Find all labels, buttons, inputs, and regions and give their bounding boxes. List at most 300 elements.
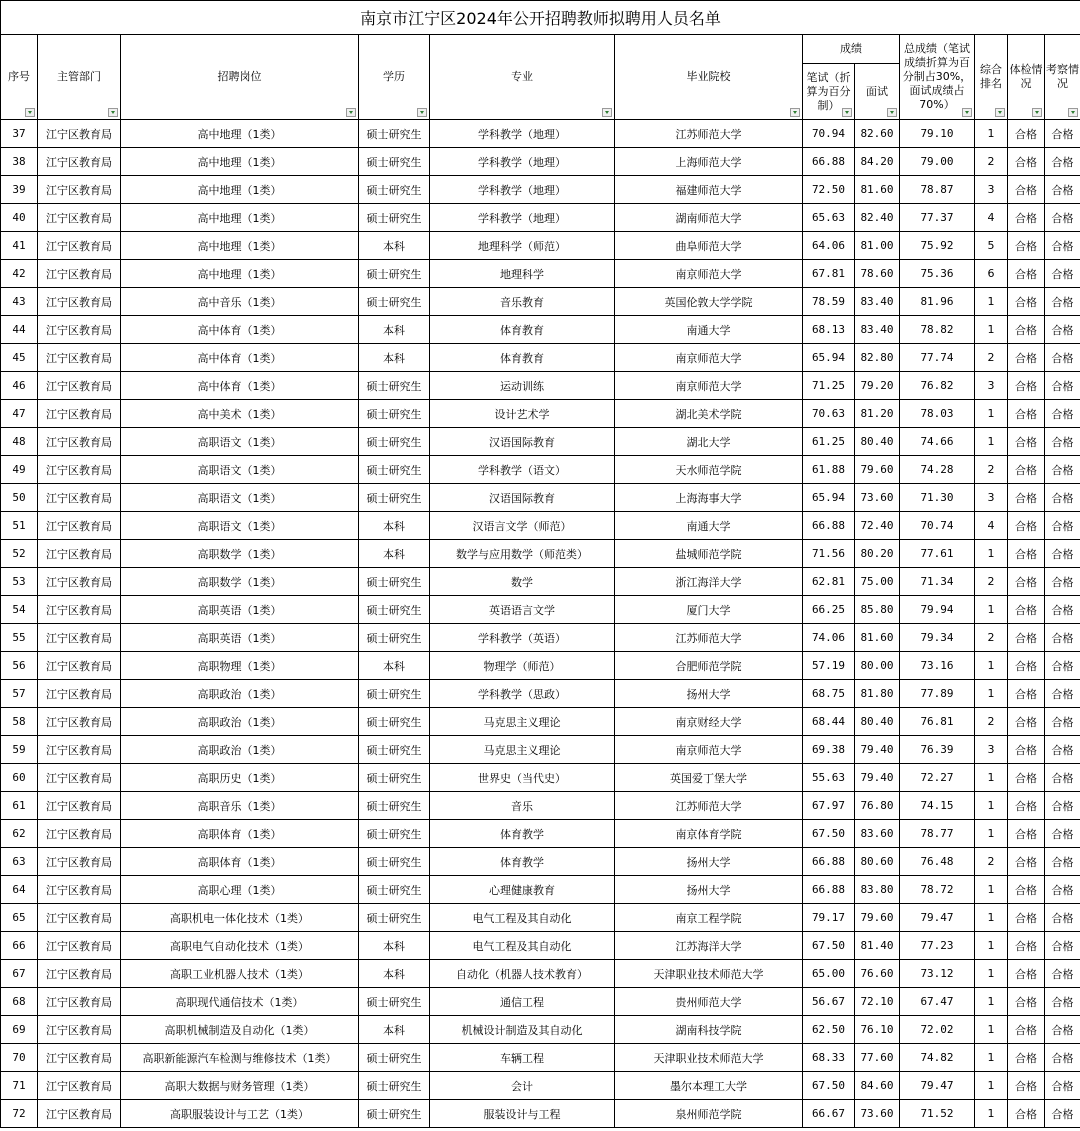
cell-total-score: 78.87 <box>900 176 975 204</box>
header-seq: 序号 <box>1 35 38 120</box>
cell-total-score: 74.82 <box>900 1044 975 1072</box>
cell-physical: 合格 <box>1008 904 1045 932</box>
cell-major: 设计艺术学 <box>430 400 615 428</box>
cell-position: 高中美术（1类） <box>121 400 359 428</box>
cell-interview-score: 72.40 <box>855 512 900 540</box>
cell-total-score: 76.82 <box>900 372 975 400</box>
cell-physical: 合格 <box>1008 1044 1045 1072</box>
cell-interview-score: 81.00 <box>855 232 900 260</box>
cell-total-score: 78.77 <box>900 820 975 848</box>
cell-seq: 59 <box>1 736 38 764</box>
cell-major: 英语语言文学 <box>430 596 615 624</box>
cell-position: 高中地理（1类） <box>121 204 359 232</box>
cell-total-score: 77.37 <box>900 204 975 232</box>
cell-position: 高职语文（1类） <box>121 456 359 484</box>
cell-rank: 3 <box>975 372 1008 400</box>
cell-interview-score: 79.40 <box>855 764 900 792</box>
cell-department: 江宁区教育局 <box>38 1100 121 1128</box>
cell-major: 通信工程 <box>430 988 615 1016</box>
cell-education: 硕士研究生 <box>359 428 430 456</box>
cell-interview-score: 80.60 <box>855 848 900 876</box>
cell-total-score: 79.34 <box>900 624 975 652</box>
cell-department: 江宁区教育局 <box>38 932 121 960</box>
cell-written-score: 67.50 <box>803 1072 855 1100</box>
cell-written-score: 72.50 <box>803 176 855 204</box>
cell-total-score: 77.61 <box>900 540 975 568</box>
cell-total-score: 77.74 <box>900 344 975 372</box>
cell-school: 天津职业技术师范大学 <box>615 960 803 988</box>
cell-interview-score: 83.80 <box>855 876 900 904</box>
cell-department: 江宁区教育局 <box>38 540 121 568</box>
cell-education: 硕士研究生 <box>359 456 430 484</box>
cell-education: 硕士研究生 <box>359 176 430 204</box>
cell-school: 南京师范大学 <box>615 344 803 372</box>
cell-major: 车辆工程 <box>430 1044 615 1072</box>
cell-inspection: 合格 <box>1045 708 1080 736</box>
cell-total-score: 81.96 <box>900 288 975 316</box>
cell-interview-score: 72.10 <box>855 988 900 1016</box>
cell-seq: 54 <box>1 596 38 624</box>
cell-seq: 42 <box>1 260 38 288</box>
cell-rank: 2 <box>975 148 1008 176</box>
cell-seq: 40 <box>1 204 38 232</box>
cell-school: 湖北大学 <box>615 428 803 456</box>
cell-education: 硕士研究生 <box>359 680 430 708</box>
table-row <box>1 736 1080 764</box>
filter-dropdown-icon[interactable] <box>108 108 118 117</box>
table-row <box>1 652 1080 680</box>
cell-school: 英国伦敦大学学院 <box>615 288 803 316</box>
cell-rank: 1 <box>975 120 1008 148</box>
cell-physical: 合格 <box>1008 540 1045 568</box>
cell-written-score: 66.25 <box>803 596 855 624</box>
cell-position: 高职语文（1类） <box>121 484 359 512</box>
cell-department: 江宁区教育局 <box>38 736 121 764</box>
cell-position: 高职物理（1类） <box>121 652 359 680</box>
cell-physical: 合格 <box>1008 1100 1045 1128</box>
cell-physical: 合格 <box>1008 260 1045 288</box>
cell-major: 马克思主义理论 <box>430 736 615 764</box>
cell-written-score: 64.06 <box>803 232 855 260</box>
cell-interview-score: 73.60 <box>855 484 900 512</box>
cell-rank: 1 <box>975 876 1008 904</box>
cell-seq: 68 <box>1 988 38 1016</box>
cell-school: 江苏海洋大学 <box>615 932 803 960</box>
cell-department: 江宁区教育局 <box>38 176 121 204</box>
cell-interview-score: 76.60 <box>855 960 900 988</box>
cell-rank: 1 <box>975 820 1008 848</box>
cell-inspection: 合格 <box>1045 260 1080 288</box>
cell-interview-score: 80.00 <box>855 652 900 680</box>
cell-physical: 合格 <box>1008 624 1045 652</box>
cell-inspection: 合格 <box>1045 680 1080 708</box>
cell-total-score: 79.10 <box>900 120 975 148</box>
cell-physical: 合格 <box>1008 876 1045 904</box>
filter-dropdown-icon[interactable] <box>25 108 35 117</box>
cell-written-score: 68.33 <box>803 1044 855 1072</box>
cell-total-score: 77.23 <box>900 932 975 960</box>
cell-position: 高中地理（1类） <box>121 148 359 176</box>
cell-inspection: 合格 <box>1045 288 1080 316</box>
cell-major: 学科教学（地理） <box>430 176 615 204</box>
cell-department: 江宁区教育局 <box>38 204 121 232</box>
cell-rank: 3 <box>975 736 1008 764</box>
cell-physical: 合格 <box>1008 288 1045 316</box>
cell-rank: 1 <box>975 904 1008 932</box>
cell-interview-score: 76.80 <box>855 792 900 820</box>
cell-interview-score: 79.60 <box>855 904 900 932</box>
cell-rank: 1 <box>975 428 1008 456</box>
cell-interview-score: 85.80 <box>855 596 900 624</box>
cell-interview-score: 81.80 <box>855 680 900 708</box>
cell-inspection: 合格 <box>1045 372 1080 400</box>
cell-physical: 合格 <box>1008 736 1045 764</box>
cell-seq: 46 <box>1 372 38 400</box>
cell-rank: 4 <box>975 204 1008 232</box>
filter-dropdown-icon[interactable] <box>417 108 427 117</box>
table-row <box>1 568 1080 596</box>
cell-physical: 合格 <box>1008 204 1045 232</box>
table-row <box>1 232 1080 260</box>
cell-written-score: 65.00 <box>803 960 855 988</box>
cell-interview-score: 83.40 <box>855 288 900 316</box>
cell-education: 硕士研究生 <box>359 708 430 736</box>
cell-rank: 1 <box>975 932 1008 960</box>
cell-position: 高中体育（1类） <box>121 344 359 372</box>
table-row <box>1 1072 1080 1100</box>
cell-department: 江宁区教育局 <box>38 148 121 176</box>
cell-school: 合肥师范学院 <box>615 652 803 680</box>
cell-rank: 2 <box>975 344 1008 372</box>
cell-total-score: 74.66 <box>900 428 975 456</box>
table-row <box>1 428 1080 456</box>
cell-education: 硕士研究生 <box>359 876 430 904</box>
table-row <box>1 400 1080 428</box>
cell-education: 硕士研究生 <box>359 624 430 652</box>
cell-interview-score: 80.40 <box>855 428 900 456</box>
header-total: 总成绩（笔试成绩折算为百分制占30%，面试成绩占70%） <box>900 35 975 120</box>
cell-position: 高职机电一体化技术（1类） <box>121 904 359 932</box>
table-row <box>1 1016 1080 1044</box>
cell-major: 心理健康教育 <box>430 876 615 904</box>
cell-interview-score: 81.60 <box>855 176 900 204</box>
table-row <box>1 288 1080 316</box>
cell-rank: 2 <box>975 568 1008 596</box>
cell-interview-score: 80.20 <box>855 540 900 568</box>
cell-rank: 5 <box>975 232 1008 260</box>
cell-written-score: 62.81 <box>803 568 855 596</box>
cell-seq: 62 <box>1 820 38 848</box>
filter-dropdown-icon[interactable] <box>962 108 972 117</box>
cell-rank: 1 <box>975 1016 1008 1044</box>
cell-major: 电气工程及其自动化 <box>430 932 615 960</box>
cell-department: 江宁区教育局 <box>38 512 121 540</box>
cell-major: 音乐教育 <box>430 288 615 316</box>
cell-total-score: 76.39 <box>900 736 975 764</box>
cell-written-score: 66.88 <box>803 512 855 540</box>
cell-rank: 3 <box>975 176 1008 204</box>
cell-written-score: 56.67 <box>803 988 855 1016</box>
cell-written-score: 67.97 <box>803 792 855 820</box>
cell-inspection: 合格 <box>1045 1044 1080 1072</box>
table-row <box>1 596 1080 624</box>
table-row <box>1 904 1080 932</box>
cell-department: 江宁区教育局 <box>38 456 121 484</box>
cell-position: 高职现代通信技术（1类） <box>121 988 359 1016</box>
filter-dropdown-icon[interactable] <box>1068 108 1078 117</box>
cell-rank: 1 <box>975 400 1008 428</box>
cell-physical: 合格 <box>1008 960 1045 988</box>
cell-education: 硕士研究生 <box>359 848 430 876</box>
cell-education: 本科 <box>359 1016 430 1044</box>
cell-total-score: 67.47 <box>900 988 975 1016</box>
cell-seq: 57 <box>1 680 38 708</box>
filter-dropdown-icon[interactable] <box>995 108 1005 117</box>
cell-interview-score: 77.60 <box>855 1044 900 1072</box>
cell-school: 盐城师范学院 <box>615 540 803 568</box>
table-row <box>1 848 1080 876</box>
cell-major: 服装设计与工程 <box>430 1100 615 1128</box>
table-row <box>1 960 1080 988</box>
cell-seq: 51 <box>1 512 38 540</box>
cell-written-score: 79.17 <box>803 904 855 932</box>
cell-written-score: 67.81 <box>803 260 855 288</box>
cell-total-score: 79.47 <box>900 904 975 932</box>
cell-position: 高中地理（1类） <box>121 260 359 288</box>
cell-department: 江宁区教育局 <box>38 596 121 624</box>
cell-education: 本科 <box>359 512 430 540</box>
cell-school: 江苏师范大学 <box>615 120 803 148</box>
cell-department: 江宁区教育局 <box>38 484 121 512</box>
cell-written-score: 70.94 <box>803 120 855 148</box>
cell-total-score: 73.16 <box>900 652 975 680</box>
cell-total-score: 76.48 <box>900 848 975 876</box>
cell-department: 江宁区教育局 <box>38 372 121 400</box>
cell-total-score: 79.47 <box>900 1072 975 1100</box>
cell-written-score: 78.59 <box>803 288 855 316</box>
cell-interview-score: 82.40 <box>855 204 900 232</box>
cell-written-score: 69.38 <box>803 736 855 764</box>
header-department: 主管部门 <box>38 35 121 120</box>
cell-physical: 合格 <box>1008 988 1045 1016</box>
cell-education: 硕士研究生 <box>359 120 430 148</box>
table-row <box>1 512 1080 540</box>
table-row <box>1 176 1080 204</box>
cell-education: 硕士研究生 <box>359 736 430 764</box>
cell-department: 江宁区教育局 <box>38 232 121 260</box>
cell-physical: 合格 <box>1008 1016 1045 1044</box>
filter-dropdown-icon[interactable] <box>790 108 800 117</box>
cell-department: 江宁区教育局 <box>38 400 121 428</box>
cell-inspection: 合格 <box>1045 204 1080 232</box>
cell-education: 本科 <box>359 652 430 680</box>
cell-major: 学科教学（地理） <box>430 120 615 148</box>
cell-total-score: 78.72 <box>900 876 975 904</box>
cell-seq: 50 <box>1 484 38 512</box>
cell-school: 湖南师范大学 <box>615 204 803 232</box>
cell-interview-score: 83.40 <box>855 316 900 344</box>
cell-inspection: 合格 <box>1045 512 1080 540</box>
cell-interview-score: 82.60 <box>855 120 900 148</box>
cell-department: 江宁区教育局 <box>38 624 121 652</box>
cell-position: 高职英语（1类） <box>121 596 359 624</box>
cell-interview-score: 81.60 <box>855 624 900 652</box>
cell-major: 学科教学（思政） <box>430 680 615 708</box>
cell-total-score: 71.30 <box>900 484 975 512</box>
cell-department: 江宁区教育局 <box>38 316 121 344</box>
cell-rank: 1 <box>975 596 1008 624</box>
cell-major: 汉语言文学（师范） <box>430 512 615 540</box>
table-body <box>1 120 1080 1128</box>
cell-seq: 37 <box>1 120 38 148</box>
cell-seq: 66 <box>1 932 38 960</box>
cell-interview-score: 82.80 <box>855 344 900 372</box>
cell-written-score: 62.50 <box>803 1016 855 1044</box>
cell-total-score: 70.74 <box>900 512 975 540</box>
cell-department: 江宁区教育局 <box>38 652 121 680</box>
cell-education: 硕士研究生 <box>359 372 430 400</box>
cell-position: 高职工业机器人技术（1类） <box>121 960 359 988</box>
cell-major: 学科教学（语文） <box>430 456 615 484</box>
table-row <box>1 764 1080 792</box>
cell-rank: 1 <box>975 960 1008 988</box>
cell-seq: 53 <box>1 568 38 596</box>
filter-dropdown-icon[interactable] <box>887 108 897 117</box>
cell-physical: 合格 <box>1008 512 1045 540</box>
cell-seq: 72 <box>1 1100 38 1128</box>
cell-written-score: 61.88 <box>803 456 855 484</box>
cell-education: 硕士研究生 <box>359 988 430 1016</box>
header-major: 专业 <box>430 35 615 120</box>
cell-total-score: 77.89 <box>900 680 975 708</box>
cell-interview-score: 75.00 <box>855 568 900 596</box>
cell-total-score: 79.94 <box>900 596 975 624</box>
cell-major: 体育教学 <box>430 820 615 848</box>
cell-total-score: 76.81 <box>900 708 975 736</box>
cell-seq: 55 <box>1 624 38 652</box>
cell-written-score: 61.25 <box>803 428 855 456</box>
cell-department: 江宁区教育局 <box>38 1044 121 1072</box>
cell-major: 数学与应用数学（师范类） <box>430 540 615 568</box>
cell-education: 硕士研究生 <box>359 148 430 176</box>
cell-position: 高中体育（1类） <box>121 316 359 344</box>
cell-seq: 47 <box>1 400 38 428</box>
table-row <box>1 120 1080 148</box>
cell-total-score: 72.27 <box>900 764 975 792</box>
cell-physical: 合格 <box>1008 148 1045 176</box>
cell-inspection: 合格 <box>1045 904 1080 932</box>
header-education: 学历 <box>359 35 430 120</box>
table-row <box>1 624 1080 652</box>
cell-school: 浙江海洋大学 <box>615 568 803 596</box>
cell-written-score: 68.13 <box>803 316 855 344</box>
cell-department: 江宁区教育局 <box>38 120 121 148</box>
header-score-group: 成绩 <box>803 35 900 64</box>
cell-inspection: 合格 <box>1045 148 1080 176</box>
cell-education: 硕士研究生 <box>359 484 430 512</box>
cell-inspection: 合格 <box>1045 316 1080 344</box>
cell-seq: 64 <box>1 876 38 904</box>
cell-total-score: 74.15 <box>900 792 975 820</box>
cell-physical: 合格 <box>1008 568 1045 596</box>
cell-written-score: 65.63 <box>803 204 855 232</box>
cell-major: 自动化（机器人技术教育） <box>430 960 615 988</box>
cell-total-score: 71.52 <box>900 1100 975 1128</box>
filter-dropdown-icon[interactable] <box>1032 108 1042 117</box>
cell-inspection: 合格 <box>1045 344 1080 372</box>
cell-position: 高职机械制造及自动化（1类） <box>121 1016 359 1044</box>
cell-total-score: 74.28 <box>900 456 975 484</box>
filter-dropdown-icon[interactable] <box>842 108 852 117</box>
cell-total-score: 75.92 <box>900 232 975 260</box>
cell-rank: 1 <box>975 1044 1008 1072</box>
cell-department: 江宁区教育局 <box>38 1072 121 1100</box>
cell-position: 高职政治（1类） <box>121 680 359 708</box>
cell-position: 高职音乐（1类） <box>121 792 359 820</box>
cell-interview-score: 81.40 <box>855 932 900 960</box>
cell-inspection: 合格 <box>1045 400 1080 428</box>
cell-physical: 合格 <box>1008 932 1045 960</box>
cell-position: 高职数学（1类） <box>121 568 359 596</box>
cell-education: 硕士研究生 <box>359 1072 430 1100</box>
cell-rank: 1 <box>975 764 1008 792</box>
cell-position: 高职体育（1类） <box>121 820 359 848</box>
cell-seq: 48 <box>1 428 38 456</box>
cell-school: 上海师范大学 <box>615 148 803 176</box>
cell-school: 南京工程学院 <box>615 904 803 932</box>
cell-physical: 合格 <box>1008 484 1045 512</box>
table-row <box>1 148 1080 176</box>
cell-education: 本科 <box>359 316 430 344</box>
cell-physical: 合格 <box>1008 792 1045 820</box>
table-row <box>1 372 1080 400</box>
filter-dropdown-icon[interactable] <box>346 108 356 117</box>
table-row <box>1 1100 1080 1128</box>
cell-school: 扬州大学 <box>615 876 803 904</box>
cell-school: 墨尔本理工大学 <box>615 1072 803 1100</box>
cell-major: 学科教学（地理） <box>430 148 615 176</box>
cell-department: 江宁区教育局 <box>38 792 121 820</box>
cell-written-score: 65.94 <box>803 484 855 512</box>
cell-written-score: 66.88 <box>803 148 855 176</box>
cell-seq: 63 <box>1 848 38 876</box>
cell-inspection: 合格 <box>1045 120 1080 148</box>
cell-written-score: 67.50 <box>803 932 855 960</box>
cell-rank: 1 <box>975 1100 1008 1128</box>
cell-rank: 1 <box>975 652 1008 680</box>
cell-department: 江宁区教育局 <box>38 988 121 1016</box>
cell-inspection: 合格 <box>1045 1072 1080 1100</box>
cell-seq: 65 <box>1 904 38 932</box>
cell-inspection: 合格 <box>1045 848 1080 876</box>
cell-major: 体育教育 <box>430 344 615 372</box>
filter-dropdown-icon[interactable] <box>602 108 612 117</box>
cell-department: 江宁区教育局 <box>38 428 121 456</box>
cell-major: 数学 <box>430 568 615 596</box>
cell-seq: 56 <box>1 652 38 680</box>
cell-seq: 67 <box>1 960 38 988</box>
table-row <box>1 932 1080 960</box>
cell-seq: 69 <box>1 1016 38 1044</box>
cell-rank: 1 <box>975 288 1008 316</box>
cell-major: 体育教育 <box>430 316 615 344</box>
cell-physical: 合格 <box>1008 848 1045 876</box>
table-row <box>1 456 1080 484</box>
cell-position: 高职心理（1类） <box>121 876 359 904</box>
cell-rank: 2 <box>975 624 1008 652</box>
cell-interview-score: 78.60 <box>855 260 900 288</box>
cell-rank: 1 <box>975 1072 1008 1100</box>
